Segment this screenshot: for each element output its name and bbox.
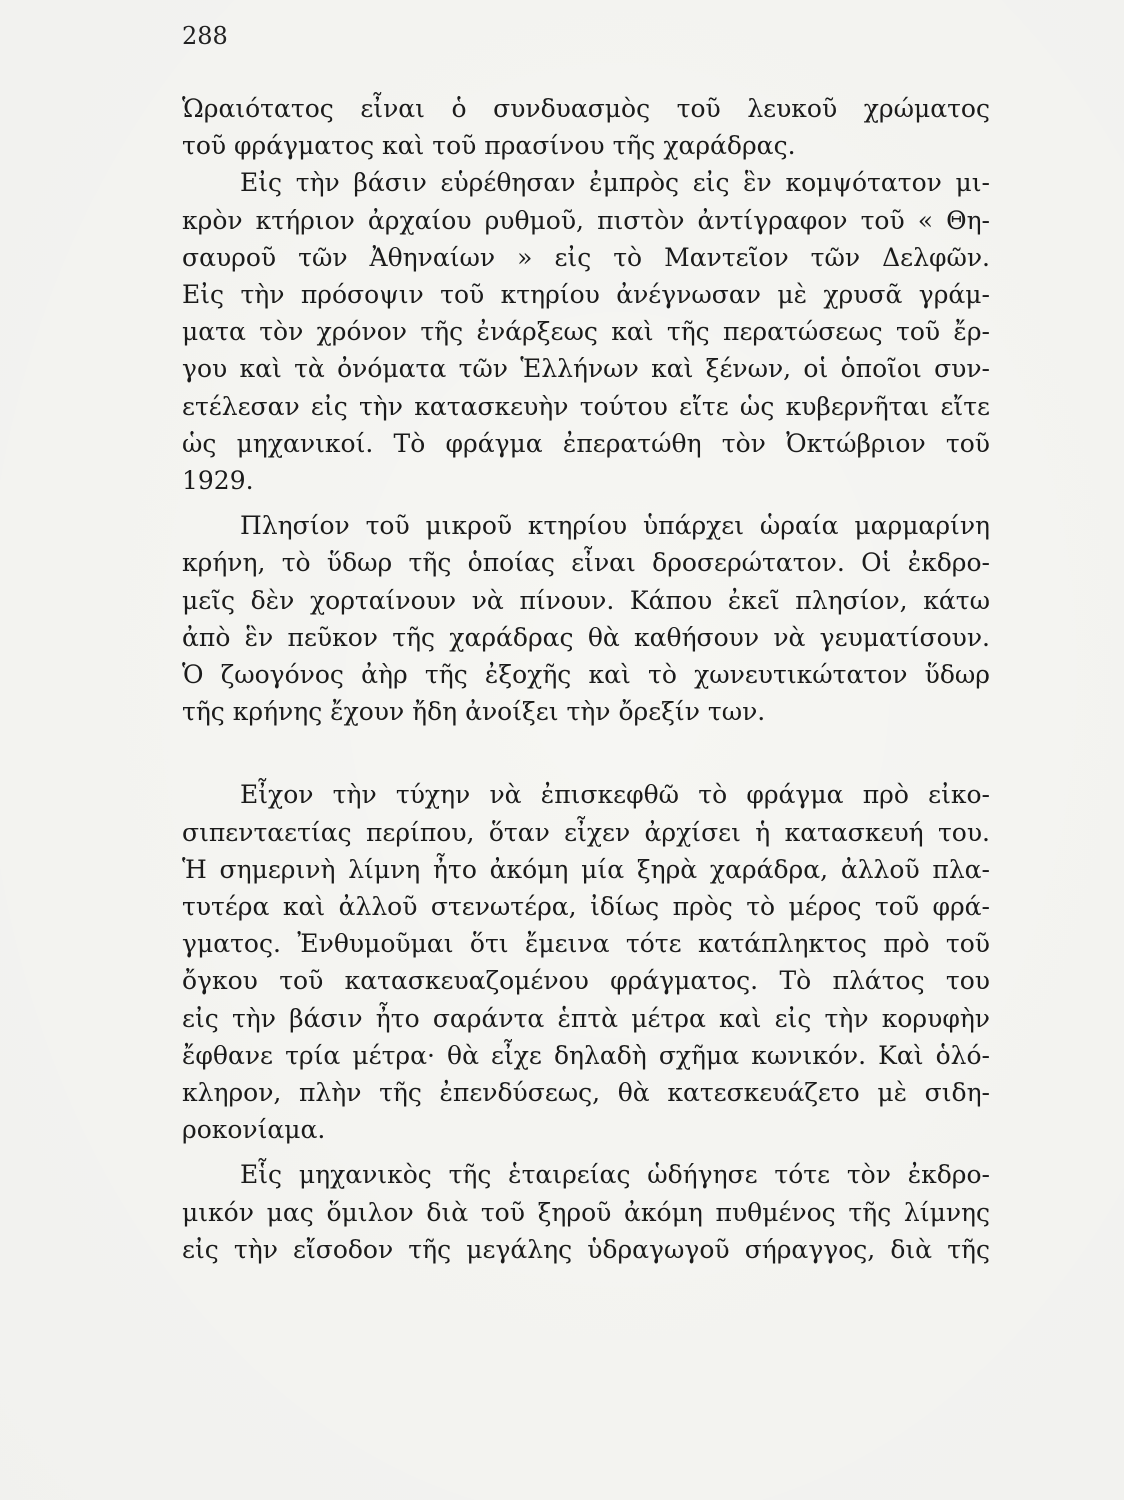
text-line: Ὡραιότατος εἶναι ὁ συνδυασμὸς τοῦ λευκοῦ χρώματος [182, 94, 990, 123]
text-line: Εἷς μηχανικὸς τῆς ἑταιρείας ὡδήγησε τότε τὸν ἐκδρο- [240, 1160, 990, 1190]
text-line: Ὁ ζωογόνος ἀὴρ τῆς ἐξοχῆς καὶ τὸ χωνευτικώτατον ὕδωρ [182, 660, 990, 690]
text-line: τῆς κρήνης ἔχουν ἤδη ἀνοίξει τὴν ὄρεξίν των. [182, 697, 766, 727]
text-line: ετέλεσαν εἰς τὴν κατασκευὴν τούτου εἴτε ὡς κυβερνῆται εἴτε [182, 391, 990, 421]
text-line: ροκονίαμα. [182, 1115, 326, 1145]
paragraph [182, 1156, 990, 1268]
paragraph [182, 90, 990, 164]
text-line: γου καὶ τὰ ὀνόματα τῶν Ἑλλήνων καὶ ξένων, οἱ ὁποῖοι συν- [182, 354, 990, 384]
text-line: κληρον, πλὴν τῆς ἐπενδύσεως, θὰ κατεσκευάζετο μὲ σιδη- [182, 1078, 990, 1108]
text-line: Εἰς τὴν πρόσοψιν τοῦ κτηρίου ἀνέγνωσαν μὲ χρυσᾶ γράμ- [182, 280, 990, 310]
text-line: εἰς τὴν εἴσοδον τῆς μεγάλης ὑδραγωγοῦ σήραγγος, διὰ τῆς [182, 1234, 990, 1264]
text-line: Εἶχον τὴν τύχην νὰ ἐπισκεφθῶ τὸ φράγμα πρὸ εἰκο- [240, 780, 990, 810]
text-line: 1929. [182, 466, 254, 496]
text-line: τοῦ φράγματος καὶ τοῦ πρασίνου τῆς χαράδρας. [182, 131, 796, 161]
text-line: Ἡ σημερινὴ λίμνη ἦτο ἀκόμη μία ξηρὰ χαράδρα, ἀλλοῦ πλα- [182, 854, 990, 884]
text-line: σαυροῦ τῶν Ἀθηναίων » εἰς τὸ Μαντεῖον τῶν Δελφῶν. [182, 242, 990, 272]
text-line: εἰς τὴν βάσιν ἦτο σαράντα ἑπτὰ μέτρα καὶ εἰς τὴν κορυφὴν [182, 1003, 990, 1033]
text-line: ἔφθανε τρία μέτρα· θὰ εἶχε δηλαδὴ σχῆμα κωνικόν. Καὶ ὁλό- [182, 1040, 990, 1070]
text-line: κρήνη, τὸ ὕδωρ τῆς ὁποίας εἶναι δροσερώτατον. Οἱ ἐκδρο- [182, 548, 990, 578]
text-line: ματα τὸν χρόνον τῆς ἐνάρξεως καὶ τῆς περατώσεως τοῦ ἔρ- [182, 317, 990, 347]
text-line: τυτέρα καὶ ἀλλοῦ στενωτέρα, ἰδίως πρὸς τὸ μέρος τοῦ φρά- [182, 892, 990, 922]
paragraph [182, 507, 990, 730]
text-line: μικόν μας ὅμιλον διὰ τοῦ ξηροῦ ἀκόμη πυθμένος τῆς λίμνης [182, 1197, 990, 1227]
text-line: κρὸν κτήριον ἀρχαίου ρυθμοῦ, πιστὸν ἀντίγραφον τοῦ « Θη- [182, 205, 990, 235]
text-line: ὄγκου τοῦ κατασκευαζομένου φράγματος. Τὸ πλάτος του [182, 966, 990, 996]
text-line: ὡς μηχανικοί. Τὸ φράγμα ἐπερατώθη τὸν Ὀκτώβριον τοῦ [182, 428, 990, 458]
text-line: σιπενταετίας περίπου, ὅταν εἶχεν ἀρχίσει ἡ κατασκευή του. [182, 817, 990, 847]
text-line: μεῖς δὲν χορταίνουν νὰ πίνουν. Κάπου ἐκεῖ πλησίον, κάτω [182, 585, 990, 615]
paragraph [182, 776, 990, 1148]
paragraph [182, 164, 990, 499]
text-line: ἀπὸ ἓν πεῦκον τῆς χαράδρας θὰ καθήσουν νὰ γευματίσουν. [182, 622, 990, 652]
text-line: γματος. Ἐνθυμοῦμαι ὅτι ἔμεινα τότε κατάπληκτος πρὸ τοῦ [182, 929, 990, 959]
text-line: Πλησίον τοῦ μικροῦ κτηρίου ὑπάρχει ὡραία μαρμαρίνη [240, 511, 990, 541]
page-number: 288 [182, 22, 228, 50]
body-text [182, 90, 990, 1268]
text-line: Εἰς τὴν βάσιν εὑρέθησαν ἐμπρὸς εἰς ἓν κομψότατον μι- [240, 168, 990, 198]
